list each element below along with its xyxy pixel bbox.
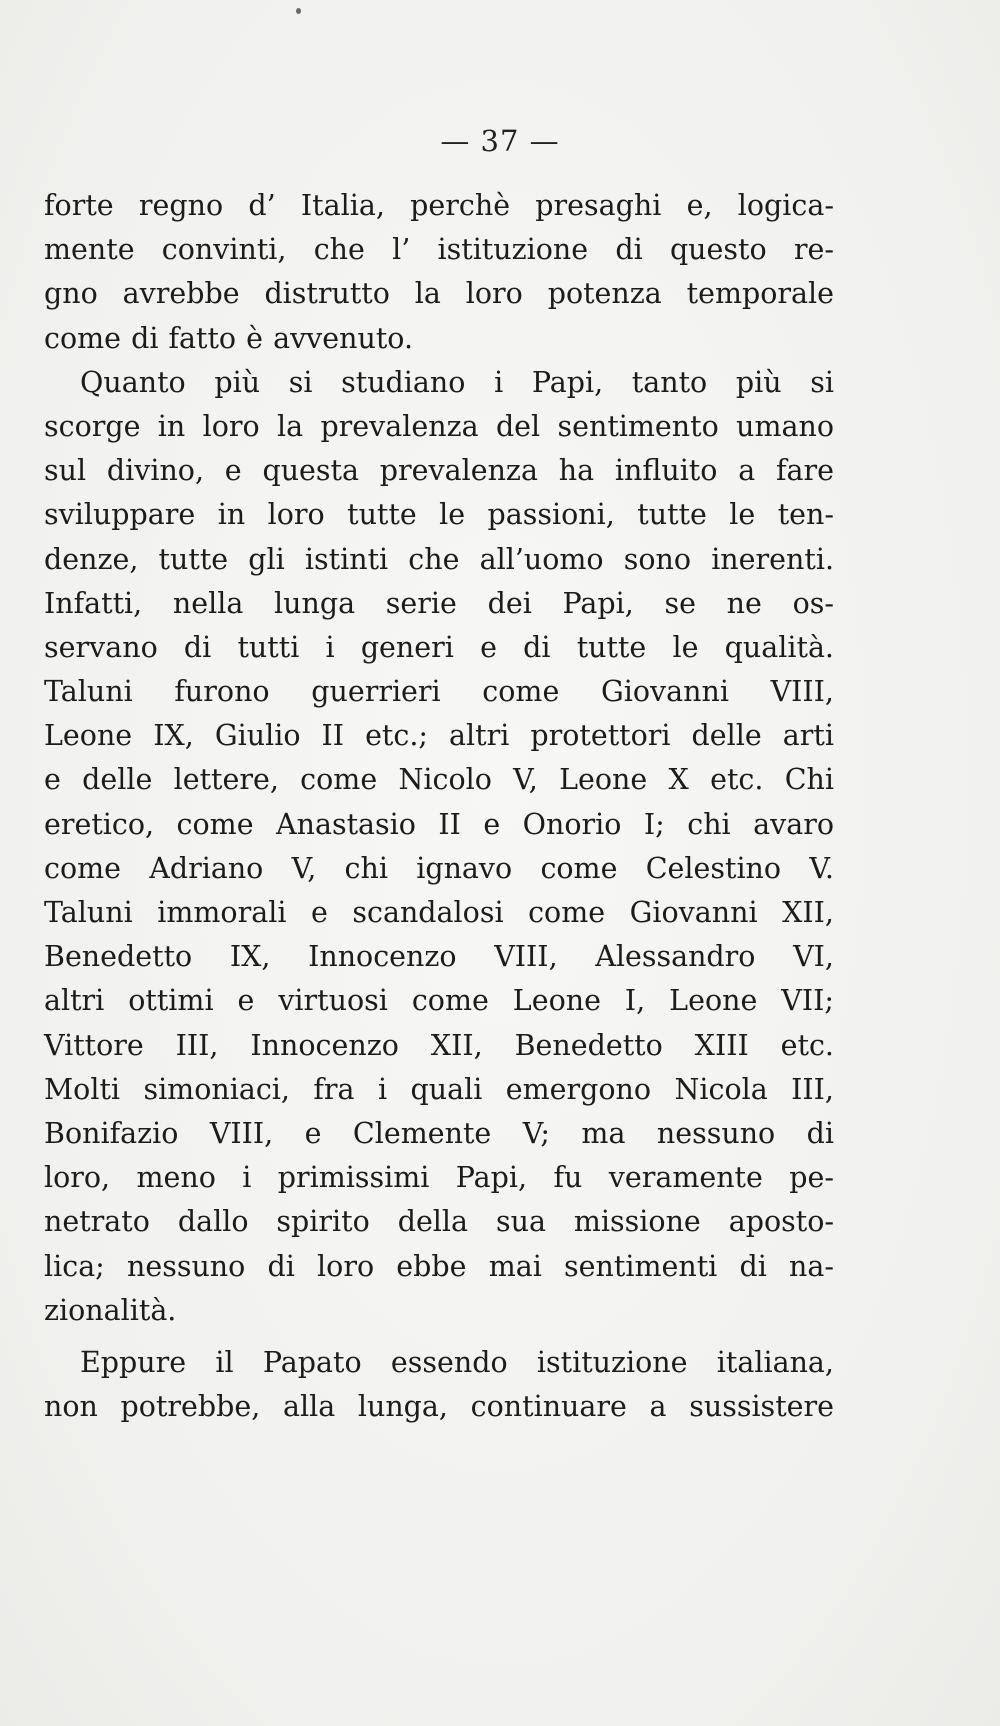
body-text: [44, 184, 834, 1429]
text-line: scorge in loro la prevalenza del sentimento umano: [44, 409, 834, 443]
paragraph: [44, 361, 834, 1333]
text-line: Taluni immorali e scandalosi come Giovanni XII,: [44, 896, 834, 929]
paragraph: [44, 1341, 834, 1429]
text-line: Molti simoniaci, fra i quali emergono Nicola III,: [44, 1072, 834, 1106]
text-line: Vittore III, Innocenzo XII, Benedetto XIII etc.: [44, 1028, 834, 1062]
text-line: eretico, come Anastasio II e Onorio I; chi avaro: [44, 807, 834, 841]
text-line: Benedetto IX, Innocenzo VIII, Alessandro VI,: [44, 940, 834, 974]
text-line: Infatti, nella lunga serie dei Papi, se ne os-: [44, 586, 834, 620]
text-line: sul divino, e questa prevalenza ha influito a fare: [44, 454, 834, 488]
text-line: netrato dallo spirito della sua missione aposto-: [44, 1205, 834, 1239]
text-line: Leone IX, Giulio II etc.; altri protettori delle arti: [44, 719, 834, 753]
text-line: altri ottimi e virtuosi come Leone I, Leone VII;: [44, 984, 834, 1018]
text-line: lica; nessuno di loro ebbe mai sentimenti di na-: [44, 1249, 834, 1283]
text-line: forte regno d’ Italia, perchè presaghi e, logica-: [44, 189, 834, 222]
text-line: come Adriano V, chi ignavo come Celestino V.: [44, 851, 834, 885]
text-line: e delle lettere, come Nicolo V, Leone X etc. Chi: [44, 763, 834, 797]
text-line: mente convinti, che l’ istituzione di questo re-: [44, 233, 834, 267]
text-line: servano di tutti i generi e di tutte le qualità.: [44, 630, 834, 664]
text-line: come di fatto è avvenuto.: [44, 321, 414, 355]
text-line: sviluppare in loro tutte le passioni, tutte le ten-: [44, 498, 834, 532]
page-number: — 37 —: [440, 124, 560, 158]
text-line: Taluni furono guerrieri come Giovanni VIII,: [44, 675, 834, 709]
text-line: zionalità.: [44, 1293, 177, 1327]
text-line: Eppure il Papato essendo istituzione italiana,: [80, 1345, 834, 1379]
paragraph-gap: [44, 1333, 834, 1341]
text-line: gno avrebbe distrutto la loro potenza temporale: [44, 277, 834, 311]
text-line: Bonifazio VIII, e Clemente V; ma nessuno di: [44, 1116, 834, 1150]
text-line: loro, meno i primissimi Papi, fu veramente pe-: [44, 1161, 834, 1195]
text-line: denze, tutte gli istinti che all’uomo sono inerenti.: [44, 542, 834, 576]
text-line: Quanto più si studiano i Papi, tanto più si: [80, 365, 834, 399]
ink-speck: [296, 8, 301, 14]
text-line: non potrebbe, alla lunga, continuare a sussistere: [44, 1390, 834, 1424]
paragraph: [44, 184, 834, 361]
